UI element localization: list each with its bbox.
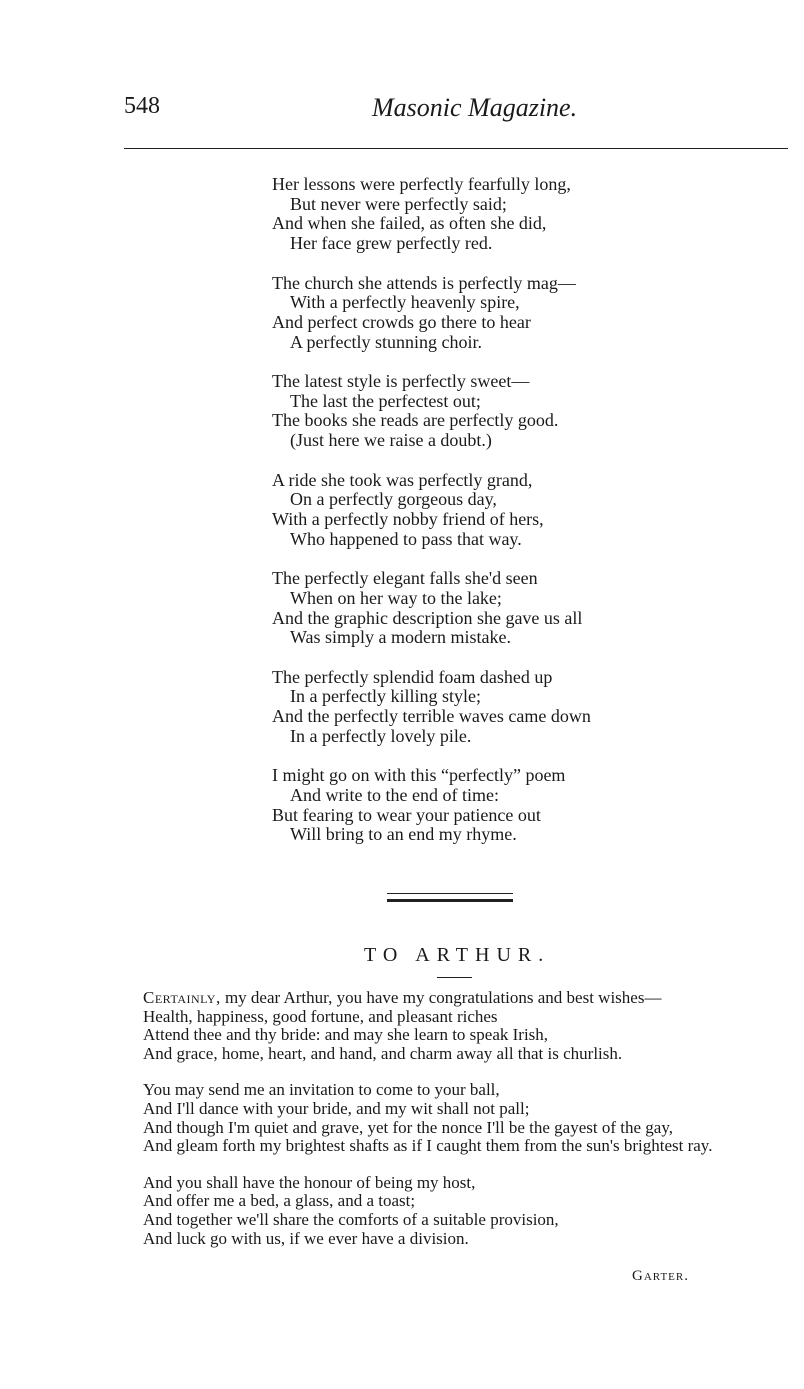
- poem-line: The perfectly splendid foam dashed up: [272, 666, 553, 687]
- verse-line: And gleam forth my brightest shafts as if I caught them from the sun's brightest ray.: [143, 1136, 713, 1156]
- poem-line: With a perfectly heavenly spire,: [290, 292, 520, 313]
- verse-line: [143, 989, 788, 1008]
- poem-stanza: [272, 569, 712, 648]
- verse-line: And though I'm quiet and grave, yet for the nonce I'll be the gayest of the gay,: [143, 1117, 673, 1137]
- verse-line: And together we'll share the comforts of a suitable provision,: [143, 1209, 559, 1229]
- verse-line: Attend thee and thy bride: and may she learn to speak Irish,: [143, 1025, 549, 1045]
- poem-line: And when she failed, as often she did,: [272, 213, 547, 234]
- verse-stanza: [143, 989, 788, 1063]
- poem-line: When on her way to the lake;: [290, 587, 502, 608]
- poem-line: Who happened to pass that way.: [290, 528, 522, 549]
- poem-line: The books she reads are perfectly good.: [272, 410, 559, 431]
- poem-stanza: [272, 274, 712, 353]
- divider-thick-rule: [387, 899, 513, 902]
- poem-stanza: [272, 471, 712, 550]
- poem-line: And write to the end of time:: [290, 784, 499, 805]
- verse-line: And offer me a bed, a glass, and a toast;: [143, 1191, 416, 1211]
- poem-stanza: [272, 668, 712, 747]
- running-title: Masonic Magazine.: [372, 93, 578, 122]
- verse-line: And grace, home, heart, and hand, and charm away all that is churlish.: [143, 1043, 623, 1063]
- article-title: TO ARTHUR.: [364, 944, 551, 966]
- poem-line: The latest style is perfectly sweet—: [272, 371, 530, 392]
- poem-line: The last the perfectest out;: [290, 390, 481, 411]
- poem-line: The perfectly elegant falls she'd seen: [272, 568, 538, 589]
- poem-line: And the perfectly terrible waves came down: [272, 706, 591, 727]
- poem-line: In a perfectly lovely pile.: [290, 725, 472, 746]
- author-signature: Garter.: [632, 1268, 689, 1284]
- poem-line: I might go on with this “perfectly” poem: [272, 765, 566, 786]
- divider-thin-rule: [387, 893, 513, 894]
- verse-line: And luck go with us, if we ever have a division.: [143, 1228, 469, 1248]
- header-rule: [124, 148, 788, 149]
- poem-line: In a perfectly killing style;: [290, 686, 481, 707]
- poem-line: And perfect crowds go there to hear: [272, 311, 531, 332]
- page-number: 548: [124, 93, 160, 119]
- poem-stanza: [272, 175, 712, 254]
- verse-line-text: my dear Arthur, you have my congratulations and best wishes—: [220, 988, 662, 1007]
- title-rule: [437, 977, 472, 978]
- poem-line: Her lessons were perfectly fearfully long,: [272, 174, 571, 194]
- opening-word: Certainly,: [143, 988, 221, 1007]
- poem-line: But never were perfectly said;: [290, 193, 507, 214]
- poem-line: But fearing to wear your patience out: [272, 804, 541, 825]
- poem-line: Was simply a modern mistake.: [290, 627, 512, 648]
- poem-line: Her face grew perfectly red.: [290, 233, 493, 254]
- poem-line: With a perfectly nobby friend of hers,: [272, 509, 544, 530]
- poem-stanza: [272, 766, 712, 845]
- verse-line: And you shall have the honour of being my host,: [143, 1172, 476, 1192]
- poem-line: (Just here we raise a doubt.): [290, 430, 492, 451]
- article-verse: [143, 989, 788, 1266]
- verse-line: Health, happiness, good fortune, and pleasant riches: [143, 1006, 498, 1026]
- poem-line: A ride she took was perfectly grand,: [272, 469, 533, 490]
- poem-stanza: [272, 372, 712, 451]
- section-divider: [387, 893, 513, 903]
- poem-line: On a perfectly gorgeous day,: [290, 489, 497, 510]
- poem: [272, 175, 712, 865]
- verse-line: And I'll dance with your bride, and my wit shall not pall;: [143, 1098, 530, 1118]
- poem-line: Will bring to an end my rhyme.: [290, 824, 517, 845]
- poem-line: The church she attends is perfectly mag—: [272, 272, 576, 293]
- verse-line: You may send me an invitation to come to your ball,: [143, 1080, 500, 1100]
- poem-line: And the graphic description she gave us all: [272, 607, 583, 628]
- verse-stanza: [143, 1174, 788, 1248]
- verse-stanza: [143, 1081, 788, 1155]
- poem-line: A perfectly stunning choir.: [290, 331, 482, 352]
